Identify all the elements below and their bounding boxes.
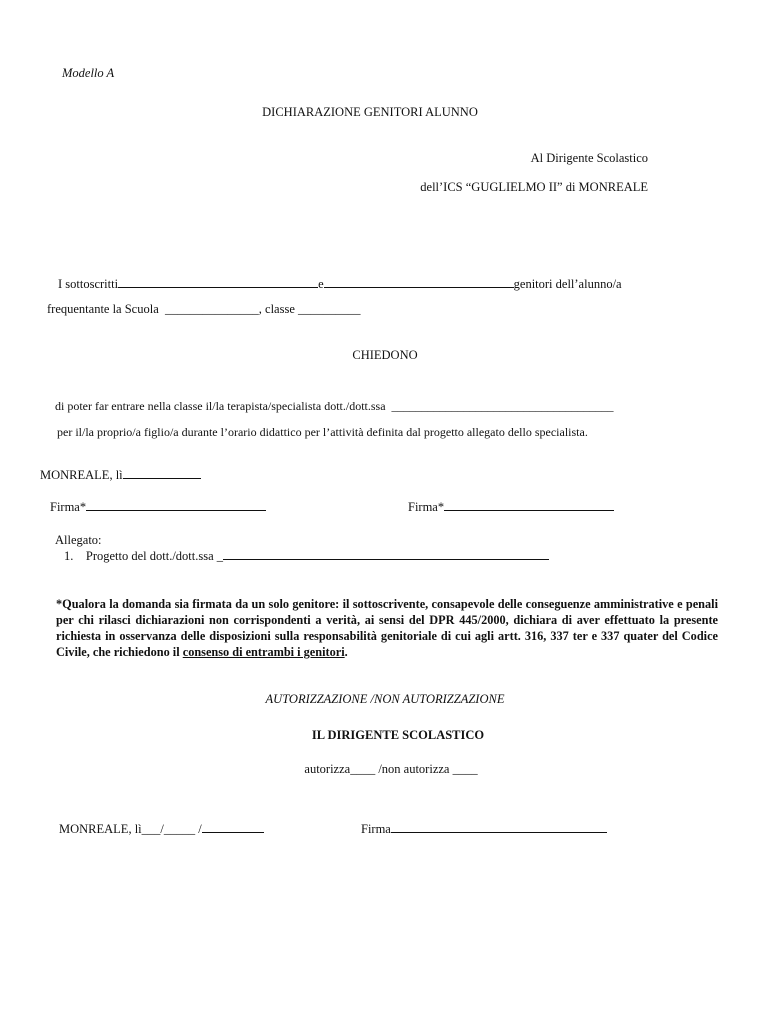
school-line-prefix: frequentante la Scuola (47, 302, 159, 316)
signature-right-label: Firma* (408, 500, 445, 514)
attachment-item (64, 548, 549, 564)
place-date-1-label: MONREALE, lì (40, 468, 123, 482)
request-line-1-text: di poter far entrare nella classe il/la terapista/specialista dott./dott.ssa (55, 399, 386, 413)
class-field[interactable]: __________ (298, 302, 361, 316)
request-line-2: per il/la proprio/a figlio/a durante l’orario didattico per l’attività definita dal progetto allegato dello specialista. (57, 425, 588, 439)
authorization-heading-text: AUTORIZZAZIONE /NON AUTORIZZAZIONE (265, 692, 505, 706)
signature-bottom-field[interactable] (391, 821, 607, 833)
recipient-line-2: dell’ICS “GUGLIELMO II” di MONREALE (420, 180, 648, 194)
place-date-2 (59, 821, 264, 837)
signature-left-label: Firma* (50, 500, 87, 514)
place-date-1 (40, 467, 201, 483)
parents-line-prefix: I sottoscritti (58, 277, 119, 291)
authorization-line-text: autorizza____ /non autorizza ____ (304, 762, 478, 776)
request-heading (0, 348, 770, 363)
place-date-2-label: MONREALE, lì (59, 822, 142, 836)
day-field[interactable]: ___ (141, 822, 161, 836)
specialist-name-field[interactable]: _____________________________________ (391, 399, 614, 413)
attachment-heading: Allegato: (55, 533, 102, 547)
school-name-field[interactable]: _______________ (165, 302, 259, 316)
signature-bottom (361, 821, 607, 837)
signature-left (50, 499, 266, 515)
date-separator-1: / (160, 822, 164, 836)
parents-line-conjunction: e (318, 277, 324, 291)
authorization-line[interactable] (0, 762, 770, 777)
consent-note (56, 596, 718, 660)
parents-line-suffix: genitori dell’alunno/a (513, 277, 622, 291)
attachment-item-text: Progetto del dott./dott.ssa _ (85, 549, 224, 563)
authorization-heading (0, 692, 770, 707)
director-heading-text: IL DIRIGENTE SCOLASTICO (311, 728, 485, 742)
signature-right-field[interactable] (444, 499, 614, 511)
request-heading-text: CHIEDONO (352, 348, 418, 362)
month-field[interactable]: _____ (163, 822, 196, 836)
recipient-line-1: Al Dirigente Scolastico (530, 151, 648, 165)
consent-note-end: . (344, 645, 348, 659)
signature-bottom-label: Firma (361, 822, 391, 836)
signature-right (408, 499, 614, 515)
school-line (47, 302, 361, 317)
year-field[interactable] (202, 821, 264, 833)
parents-line (58, 276, 622, 292)
consent-note-text: *Qualora la domanda sia firmata da un solo genitore: il sottoscrivente, consapevole delle conseguenze amministrative e penali per chi rilasci dichiarazioni non corrispondenti a verità, ai sensi del DPR 445/2000, dichiara di aver effettuato la presente richiesta in osservanza delle disposizioni sulla responsabilità genitoriale di cui agli artt. 316, 337 ter e 337 quater del Codice Civile, che richiedono il (56, 597, 718, 659)
director-heading (0, 728, 770, 743)
date-field-1[interactable] (123, 467, 201, 479)
parent-1-name-field[interactable] (118, 276, 318, 288)
document-title-text: DICHIARAZIONE GENITORI ALUNNO (262, 105, 478, 119)
class-label: , classe (258, 302, 295, 316)
model-label: Modello A (62, 66, 115, 80)
signature-left-field[interactable] (86, 499, 266, 511)
consent-note-underlined: consenso di entrambi i genitori (182, 645, 345, 659)
attachment-specialist-field[interactable] (223, 548, 549, 560)
document-title (0, 105, 740, 120)
parent-2-name-field[interactable] (324, 276, 514, 288)
date-separator-2: / (195, 822, 202, 836)
request-line-1 (55, 399, 614, 413)
attachment-item-number: 1. (64, 549, 74, 563)
